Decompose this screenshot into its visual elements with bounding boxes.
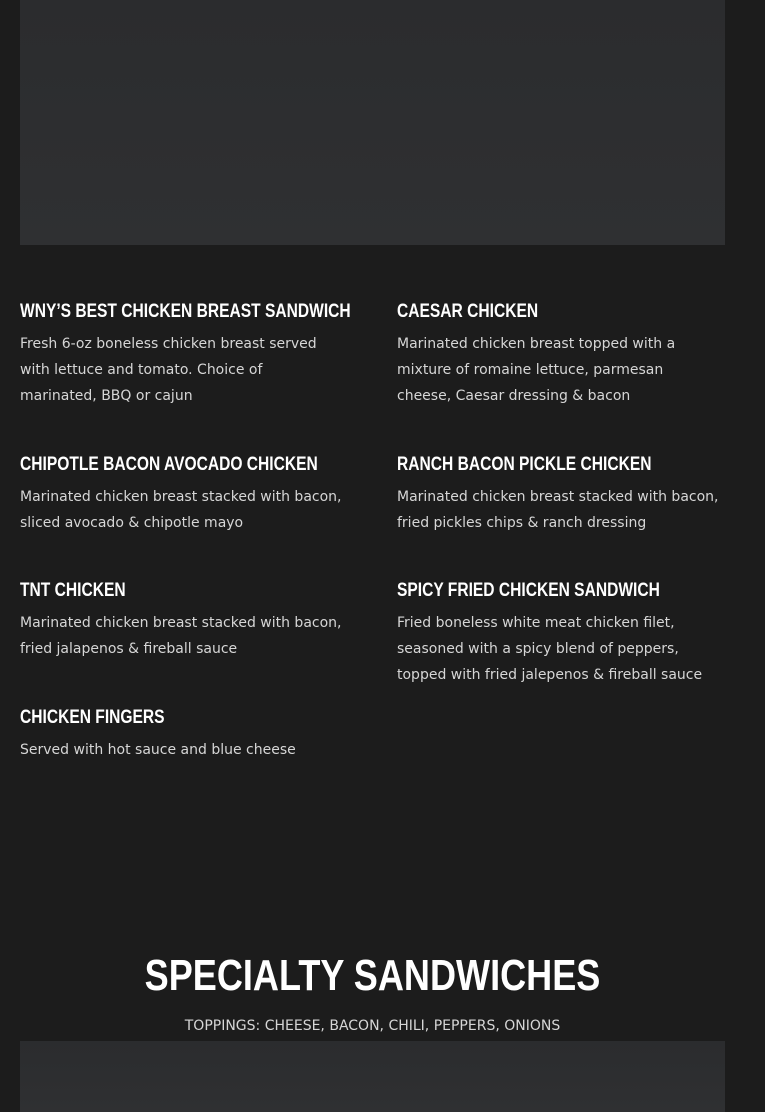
menu-item-description: Fried boneless white meat chicken filet, seasoned with a spicy blend of peppers, topped with fried jalepenos & fireball sauce (397, 615, 703, 683)
menu-item-ranch-bacon-pickle (397, 454, 727, 536)
menu-item-description: Marinated chicken breast stacked with bacon, fried jalapenos & fireball sauce (20, 615, 342, 657)
menu-item-description: Marinated chicken breast stacked with bacon, sliced avocado & chipotle mayo (20, 489, 342, 531)
menu-item-chipotle-bacon-avocado (20, 454, 350, 536)
menu-item-tnt-chicken (20, 580, 350, 662)
menu-item-description: Served with hot sauce and blue cheese (20, 742, 296, 758)
menu-item-caesar-chicken (397, 301, 727, 409)
section-title-specialty-sandwiches: SPECIALTY SANDWICHES (144, 951, 601, 1000)
menu-item-description: Marinated chicken breast stacked with bacon, fried pickles chips & ranch dressing (397, 489, 719, 531)
menu-item-description: Marinated chicken breast topped with a mixture of romaine lettuce, parmesan cheese, Caesar dressing & bacon (397, 336, 676, 404)
menu-item-title: RANCH BACON PICKLE CHICKEN (397, 454, 652, 475)
menu-item-title: WNY’S BEST CHICKEN BREAST SANDWICH (20, 301, 351, 322)
menu-item-title: SPICY FRIED CHICKEN SANDWICH (397, 580, 660, 601)
chicken-section-image (20, 0, 725, 245)
menu-item-title: TNT CHICKEN (20, 580, 126, 601)
menu-item-wny-best-chicken (20, 301, 350, 409)
menu-item-title: CHIPOTLE BACON AVOCADO CHICKEN (20, 454, 318, 475)
menu-item-description: Fresh 6-oz boneless chicken breast served with lettuce and tomato. Choice of marinated, BBQ or cajun (20, 336, 317, 404)
menu-item-chicken-fingers (20, 707, 350, 763)
specialty-section-image (20, 1041, 725, 1112)
menu-item-title: CAESAR CHICKEN (397, 301, 539, 322)
toppings-list: TOPPINGS: CHEESE, BACON, CHILI, PEPPERS, ONIONS (184, 1018, 561, 1034)
menu-item-spicy-fried-chicken (397, 580, 727, 688)
menu-item-title: CHICKEN FINGERS (20, 707, 165, 728)
